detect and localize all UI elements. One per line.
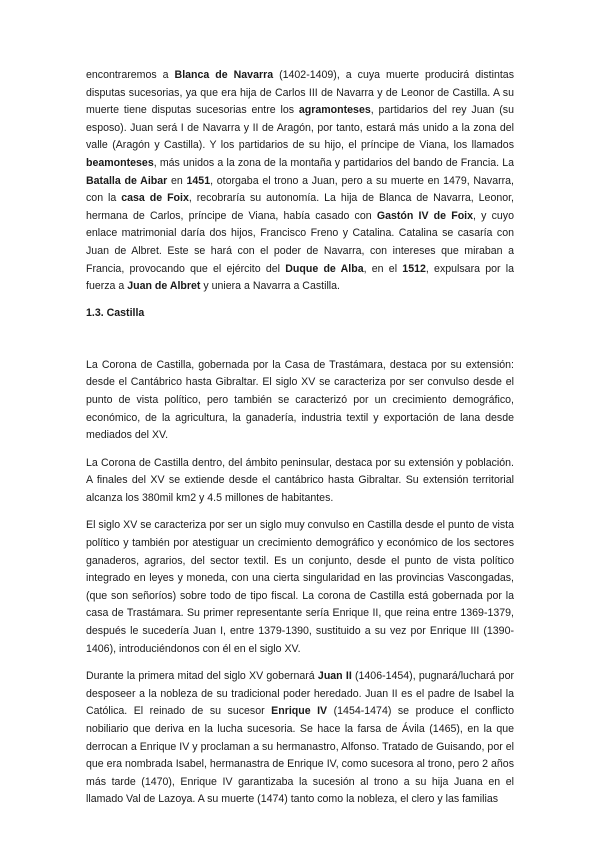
bold-term: casa de Foix xyxy=(121,192,189,205)
text-run: Durante la primera mitad del siglo XV gobernará xyxy=(86,670,318,683)
bold-term: beamonteses xyxy=(86,156,154,169)
navarra-section-text xyxy=(86,67,514,296)
paragraph xyxy=(86,357,514,445)
text-run: (1402-1409), a cuya muerte producirá distintas disputas sucesorias, ya que era hija de Carlos III de Navarra y de Leonor de Castilla. A su muerte tiene disputas sucesorias entre los xyxy=(86,69,514,117)
bold-term: Batalla de Aibar xyxy=(86,174,168,187)
text-run: El siglo XV se caracteriza por ser un siglo muy convulso en Castilla desde el punto de vista político y también por atestiguar un crecimiento demográfico y económico de los sectores ganaderos, agrarios, del sector textil. Es un conjunto, desde el punto de vista político integrado en leyes y moneda, con una cierta singularidad en las provincias Vascongadas, (que son señoríos) sobre todo de tipo fiscal. La corona de Castilla está gobernada por la casa de Trastámara. Su primer representante sería Enrique II, que reina entre 1369-1379, después le sucedería Juan I, entre 1379-1390, sustituido a su vez por Enrique III (1390-1406), introduciéndonos con él en el siglo XV. xyxy=(86,519,514,655)
bold-term: Duque de Alba xyxy=(285,262,364,275)
text-run: , en el xyxy=(363,262,403,275)
text-run: La Corona de Castilla dentro, del ámbito peninsular, destaca por su extensión y población. A finales del XV se extiende desde el cantábrico hasta Gibraltar. Su extensión territorial alcanza los 380mil km2 y 4.5 millones de habitantes. xyxy=(86,456,514,504)
bold-term: Juan II xyxy=(317,670,352,683)
text-run: , otorgaba el trono a Juan, pero a su muerte en 1479, Navarra, con la xyxy=(86,174,515,205)
bold-term: Blanca de Navarra xyxy=(174,69,274,81)
text-run: encontraremos a xyxy=(86,69,175,81)
castilla-section-text xyxy=(86,357,514,809)
text-run: , y cuyo enlace matrimonial daría dos hijos, Francisco Freno y Catalina. Catalina se casaría con Juan de Albret. Este se hará con el poder de Navarra, con intereses que miraban a Francia, provocando que el ejército del xyxy=(86,209,514,275)
text-run: , partidarios del rey Juan (su esposo). Juan será I de Navarra y II de Aragón, por tanto, estará más unido a la zona del valle (Aragón y Castilla). Y los partidarios de su hijo, el príncipe de Viana, los llamados xyxy=(86,104,514,152)
bold-term: Juan de Albret xyxy=(127,280,201,293)
text-run: (1406-1454), pugnará/luchará por desposeer a la nobleza de su tradicional poder heredado. Juan II es el padre de Isabel la Católica. El reinado de su sucesor xyxy=(86,670,514,718)
text-run: y uniera a Navarra a Castilla. xyxy=(200,280,340,293)
bold-term: Gastón IV de Foix xyxy=(376,209,474,222)
text-run: , recobraría su autonomía. La hija de Blanca de Navarra, Leonor, hermana de Carlos, príncipe de Viana, había casado con xyxy=(86,192,514,222)
paragraph xyxy=(86,67,514,296)
text-run: (1454-1474) se produce el conflicto nobiliario que deriva en la lucha sucesoria. Se hace la farsa de Ávila (1465), en la que derrocan a Enrique IV y proclaman a su hermanastro, Alfonso. Tratado de Guisando, por el que era nombrada Isabel, hermanastra de Enrique IV, como sucesora al trono, pero 2 años más tarde (1470), Enrique IV garantizaba la sucesión al trono a su hija Juana en el llamado Val de Lazoya. A su muerte (1474) tanto como la nobleza, el clero y las familias xyxy=(86,705,515,806)
text-run: en xyxy=(167,174,187,187)
bold-term: Enrique IV xyxy=(271,705,328,718)
section-heading-castilla: 1.3. Castilla xyxy=(86,306,145,319)
bold-term: 1451 xyxy=(186,174,211,187)
text-run: La Corona de Castilla, gobernada por la Casa de Trastámara, destaca por su extensión: desde el Cantábrico hasta Gibraltar. El siglo XV se caracteriza por ser convulso desde el punto de vista político, pero también se caracterizó por un crecimiento demográfico, económico, de la agricultura, la ganadería, industria textil y exportación de lana desde mediados del XV. xyxy=(86,358,514,442)
bold-term: 1512 xyxy=(402,262,426,275)
paragraph xyxy=(86,455,514,508)
paragraph xyxy=(86,668,514,809)
paragraph xyxy=(86,517,514,658)
text-run: , expulsara por la fuerza a xyxy=(86,262,515,293)
text-run: , más unidos a la zona de la montaña y partidarios del bando de Francia. La xyxy=(153,156,514,169)
bold-term: agramonteses xyxy=(298,104,371,117)
